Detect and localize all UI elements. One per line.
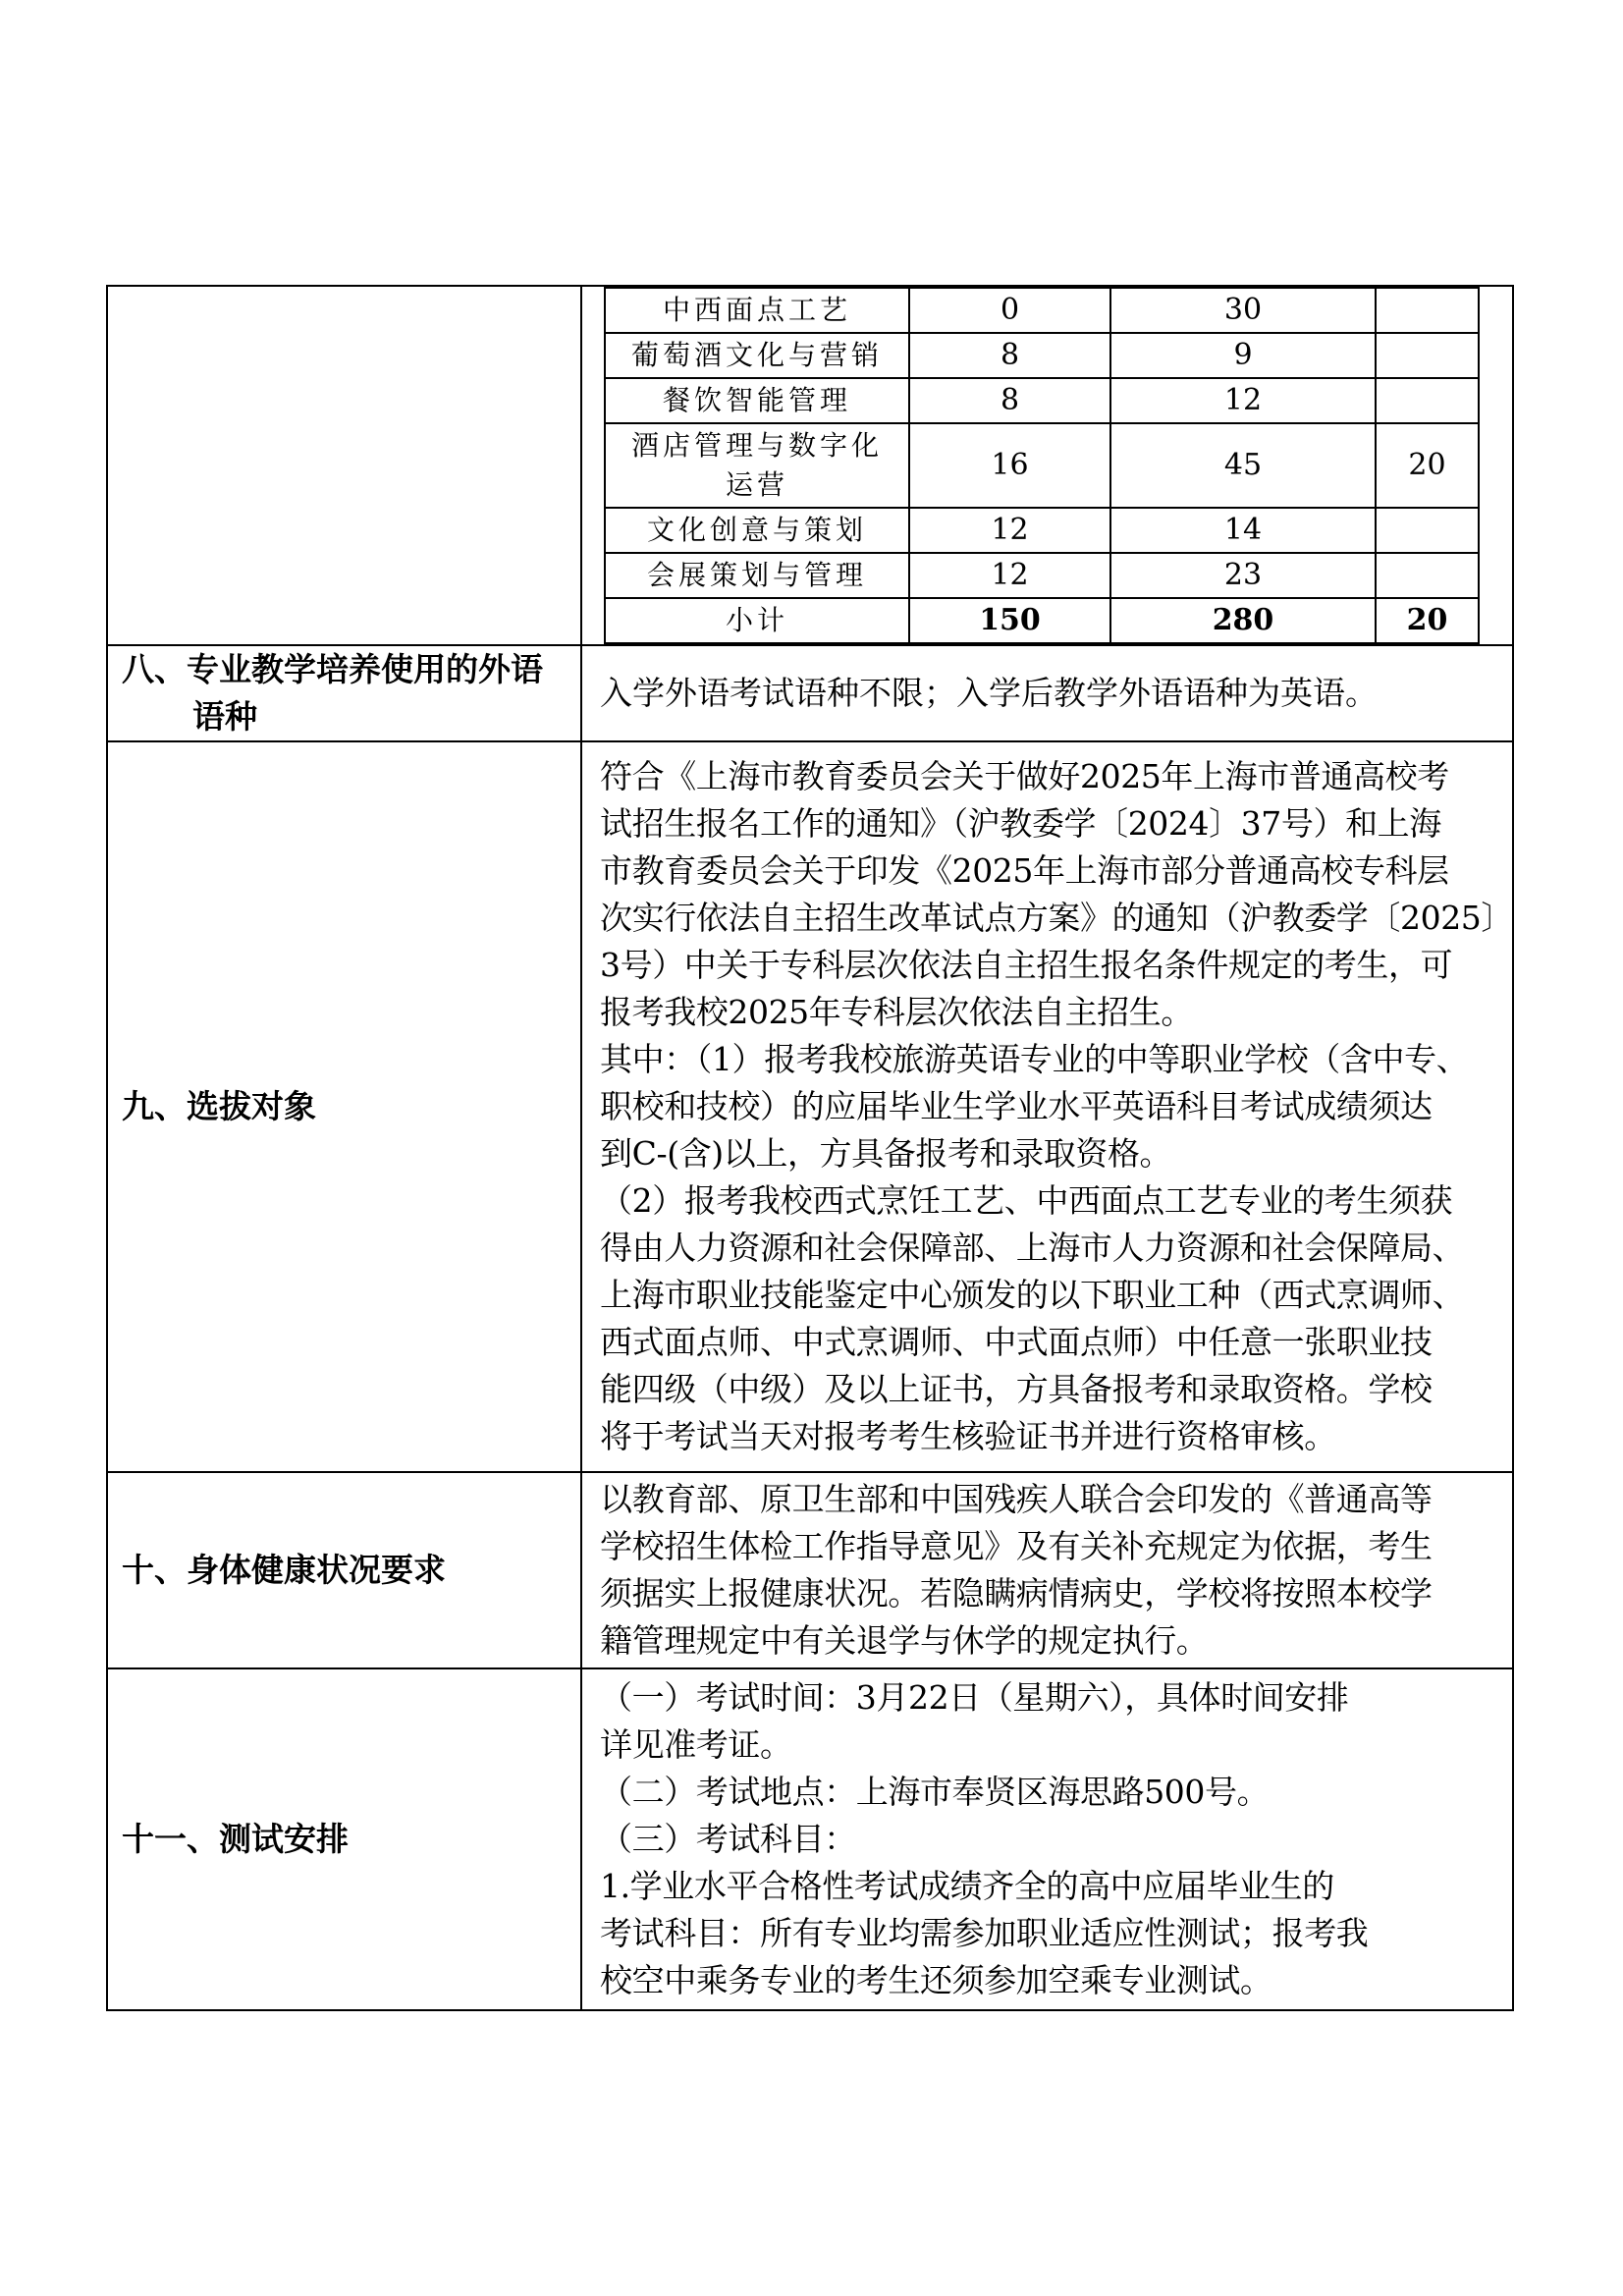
test-label: 十一、测试安排 xyxy=(107,1668,581,2010)
selection-line: 到C-(含)以上，方具备报考和录取资格。 xyxy=(600,1134,1172,1173)
test-line: 考试科目：所有专业均需参加职业适应性测试；报考我 xyxy=(600,1914,1369,1952)
selection-line: 将于考试当天对报考考生核验证书并进行资格审核。 xyxy=(600,1417,1336,1455)
selection-line: 能四级（中级）及以上证书，方具备报考和录取资格。学校 xyxy=(600,1370,1433,1408)
selection-line: 符合《上海市教育委员会关于做好2025年上海市普通高校考 xyxy=(600,757,1449,795)
health-line: 籍管理规定中有关退学与休学的规定执行。 xyxy=(600,1621,1209,1660)
health-row xyxy=(107,1472,1513,1668)
health-line: 须据实上报健康状况。若隐瞒病情病史，学校将按照本校学 xyxy=(600,1574,1433,1613)
subtotal-a: 150 xyxy=(909,598,1110,643)
subtotal-label: 小计 xyxy=(605,598,909,643)
foreign-language-text: 入学外语考试语种不限；入学后教学外语语种为英语。 xyxy=(600,674,1378,712)
test-line: 详见准考证。 xyxy=(600,1725,792,1764)
majors-row xyxy=(107,286,1513,645)
foreign-language-label-line1: 八、专业教学培养使用的外语 xyxy=(122,650,543,688)
health-line: 学校招生体检工作指导意见》及有关补充规定为依据，考生 xyxy=(600,1527,1433,1565)
test-line: （一）考试时间：3月22日（星期六），具体时间安排 xyxy=(600,1678,1349,1717)
foreign-language-row xyxy=(107,645,1513,741)
selection-line: （2）报考我校西式烹饪工艺、中西面点工艺专业的考生须获 xyxy=(600,1181,1453,1220)
quota-a: 8 xyxy=(909,333,1110,378)
table-row xyxy=(605,378,1479,423)
selection-label: 九、选拔对象 xyxy=(107,741,581,1472)
quota-c: 20 xyxy=(1376,423,1479,508)
table-row xyxy=(605,508,1479,553)
major-name xyxy=(605,423,909,508)
quota-b: 12 xyxy=(1110,378,1376,423)
selection-line: 上海市职业技能鉴定中心颁发的以下职业工种（西式烹调师、 xyxy=(600,1276,1465,1314)
quota-b: 23 xyxy=(1110,553,1376,598)
table-row xyxy=(605,288,1479,333)
selection-line: 报考我校2025年专科层次依法自主招生。 xyxy=(600,993,1193,1031)
admission-info-table xyxy=(106,285,1514,2011)
subtotal-b: 280 xyxy=(1110,598,1376,643)
majors-row-content-cell xyxy=(581,286,1513,645)
selection-line: 试招生报名工作的通知》（沪教委学〔2024〕37号）和上海 xyxy=(600,804,1441,843)
test-row xyxy=(107,1668,1513,2010)
selection-line: 3号）中关于专科层次依法自主招生报名条件规定的考生，可 xyxy=(600,946,1453,984)
quota-c xyxy=(1376,508,1479,553)
selection-line: 次实行依法自主招生改革试点方案》的通知（沪教委学〔2025〕 xyxy=(600,899,1513,937)
quota-a: 12 xyxy=(909,508,1110,553)
majors-quota-table xyxy=(604,287,1480,644)
quota-c xyxy=(1376,288,1479,333)
major-name-line2: 运营 xyxy=(725,468,788,501)
quota-a: 16 xyxy=(909,423,1110,508)
table-row xyxy=(605,333,1479,378)
major-name: 餐饮智能管理 xyxy=(605,378,909,423)
subtotal-c: 20 xyxy=(1376,598,1479,643)
quota-b: 45 xyxy=(1110,423,1376,508)
test-content xyxy=(581,1668,1513,2010)
selection-row xyxy=(107,741,1513,1472)
selection-line: 职校和技校）的应届毕业生学业水平英语科目考试成绩须达 xyxy=(600,1087,1433,1125)
foreign-language-label xyxy=(107,645,581,741)
test-line: 校空中乘务专业的考生还须参加空乘专业测试。 xyxy=(600,1961,1272,1999)
foreign-language-content xyxy=(581,645,1513,741)
quota-c xyxy=(1376,333,1479,378)
quota-c xyxy=(1376,553,1479,598)
table-row xyxy=(605,553,1479,598)
quota-b: 30 xyxy=(1110,288,1376,333)
selection-line: 其中：（1）报考我校旅游英语专业的中等职业学校（含中专、 xyxy=(600,1040,1469,1078)
quota-b: 14 xyxy=(1110,508,1376,553)
table-row xyxy=(605,423,1479,508)
subtotal-row xyxy=(605,598,1479,643)
quota-b: 9 xyxy=(1110,333,1376,378)
major-name: 会展策划与管理 xyxy=(605,553,909,598)
health-line: 以教育部、原卫生部和中国残疾人联合会印发的《普通高等 xyxy=(600,1480,1433,1518)
majors-row-label-cell xyxy=(107,286,581,645)
test-line: （二）考试地点：上海市奉贤区海思路500号。 xyxy=(600,1773,1270,1811)
major-name: 文化创意与策划 xyxy=(605,508,909,553)
test-line: （三）考试科目： xyxy=(600,1820,856,1858)
selection-line: 西式面点师、中式烹调师、中式面点师）中任意一张职业技 xyxy=(600,1323,1433,1361)
foreign-language-label-line2: 语种 xyxy=(192,697,257,736)
selection-content xyxy=(581,741,1513,1472)
selection-line: 得由人力资源和社会保障部、上海市人力资源和社会保障局、 xyxy=(600,1229,1465,1267)
quota-a: 12 xyxy=(909,553,1110,598)
quota-a: 0 xyxy=(909,288,1110,333)
major-name: 中西面点工艺 xyxy=(605,288,909,333)
test-line: 1.学业水平合格性考试成绩齐全的高中应届毕业生的 xyxy=(600,1867,1334,1905)
health-label: 十、身体健康状况要求 xyxy=(107,1472,581,1668)
selection-line: 市教育委员会关于印发《2025年上海市部分普通高校专科层 xyxy=(600,851,1449,890)
major-name: 葡萄酒文化与营销 xyxy=(605,333,909,378)
quota-a: 8 xyxy=(909,378,1110,423)
major-name-line1: 酒店管理与数字化 xyxy=(630,429,883,462)
health-content xyxy=(581,1472,1513,1668)
quota-c xyxy=(1376,378,1479,423)
